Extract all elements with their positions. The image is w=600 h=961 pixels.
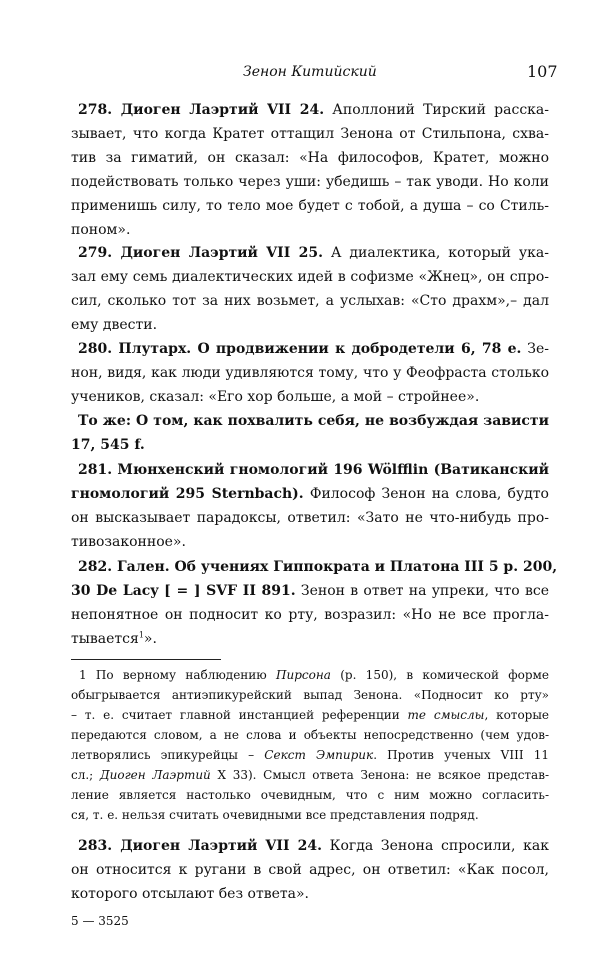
text-line (71, 627, 549, 651)
text-run: Зе- (521, 341, 549, 357)
bold-citation: 279. Диоген Лаэртий VII 25. (78, 245, 323, 261)
text-line (71, 433, 549, 457)
text-run: – т. е. считает главной инстанцией референции (71, 708, 408, 722)
footnote-line (71, 805, 549, 825)
italic-name: те смыслы (407, 708, 485, 722)
text-run: которого отсылают без ответа». (71, 886, 309, 902)
bold-citation: 30 De Lacy [ = ] SVF II 891. (71, 583, 296, 599)
text-run: (р. 150), в комической форме (330, 668, 549, 682)
bold-citation: 280. Плутарх. О продвижении к добродетели 6, 78 е. (78, 341, 522, 357)
running-head: Зенон Китийский (243, 64, 377, 80)
text-run: X 33). Смысл ответа Зенона: не всякое представ- (210, 768, 550, 782)
footnote-line (71, 705, 549, 725)
text-line (71, 409, 549, 433)
footnote-line (71, 785, 549, 805)
text-line (71, 218, 549, 242)
text-run: учеников, сказал: «Его хор больше, а мой – стройнее». (71, 389, 480, 405)
footnote-line (71, 725, 549, 745)
bold-citation: гномологий 295 Sternbach). (71, 486, 304, 502)
text-run: летворялись эпикурейцы – (71, 748, 265, 762)
text-run: ему двести. (71, 317, 158, 333)
entry-282 (71, 555, 558, 651)
text-line (71, 361, 549, 385)
text-line (71, 506, 549, 530)
text-run: Философ Зенон на слова, будто (303, 486, 549, 502)
text-line (71, 579, 549, 603)
footnote-line (71, 765, 549, 785)
bold-citation: То же: О том, как похвалить себя, не возбуждая зависти (78, 413, 549, 429)
text-line (71, 458, 549, 482)
text-run: передаются словом, а не слова и объекты непосредственно (чем удов- (71, 728, 549, 742)
text-run: тив за гиматий, он сказал: «На философов, Кратет, можно (71, 150, 549, 166)
bold-citation: 281. Мюнхенский гномологий 196 Wölfflin (Ватиканский (78, 462, 549, 478)
text-line (71, 98, 549, 122)
text-line (71, 313, 549, 337)
italic-name: Диоген Лаэртий (99, 768, 211, 782)
text-run: тывается (71, 631, 139, 647)
text-run: он высказывает парадоксы, ответил: «Зато не что-нибудь про- (71, 510, 549, 526)
text-line (71, 122, 549, 146)
text-run: Аполлоний Тирский расска- (324, 102, 549, 118)
bold-citation: 282. Гален. Об учениях Гиппократа и Платона III 5 р. 200, (78, 559, 558, 575)
text-line (71, 241, 549, 265)
text-line (71, 337, 549, 361)
italic-name: Секст Эмпирик (264, 748, 374, 762)
text-run: сл.; (71, 768, 100, 782)
text-line (71, 265, 549, 289)
text-line (71, 530, 549, 554)
bold-citation: 283. Диоген Лаэртий VII 24. (78, 838, 322, 854)
text-run: непонятное он подносит ко рту, возразил: «Но не все прогла- (71, 607, 549, 623)
text-line (71, 858, 549, 882)
footnote-line (71, 665, 549, 685)
text-line (71, 170, 549, 194)
text-line (71, 603, 549, 627)
text-line (71, 385, 549, 409)
text-run: он относится к ругани в свой адрес, он ответил: «Как посол, (71, 862, 549, 878)
text-line (71, 194, 549, 218)
footnote-rule (71, 659, 221, 660)
text-run: применишь силу, то тело мое будет с тобой, а душа – со Стиль- (71, 198, 549, 214)
footnote (71, 665, 549, 825)
text-run: Зенон в ответ на упреки, что все (295, 583, 549, 599)
entry-283 (71, 834, 549, 906)
text-run: тивозаконное». (71, 534, 186, 550)
text-run: Когда Зенона спросили, как (321, 838, 549, 854)
text-run: зал ему семь диалектических идей в софизме «Жнец», он спро- (71, 269, 549, 285)
text-line (71, 146, 549, 170)
text-run: обыгрывается антиэпикурейский выпад Зенона. «Подносит ко рту» (71, 688, 549, 702)
footnote-marker: 1 (138, 630, 144, 640)
italic-name: Пирсона (276, 668, 331, 682)
text-run: . Против ученых VIII 11 (373, 748, 549, 762)
text-line (71, 482, 549, 506)
text-run: подействовать только через уши: убедишь – так уводи. Но коли (71, 174, 549, 190)
text-line (71, 289, 549, 313)
entry-281 (71, 458, 549, 554)
text-run: , которые (484, 708, 550, 722)
text-run: сил, сколько тот за них возьмет, а услыхав: «Сто драхм»,– дал (71, 293, 549, 309)
footnote-line (71, 745, 549, 765)
text-line (71, 882, 549, 906)
bold-citation: 278. Диоген Лаэртий VII 24. (78, 102, 325, 118)
text-run: ся, т. е. нельзя считать очевидными все представления подряд. (71, 808, 479, 822)
text-line (71, 834, 549, 858)
text-run: ». (143, 631, 157, 647)
text-line (71, 555, 558, 579)
text-run: поном». (71, 222, 131, 238)
text-run: А диалектика, который ука- (322, 245, 549, 261)
text-run: 1 По верному наблюдению (79, 668, 277, 682)
text-run: нон, видя, как люди удивляются тому, что у Феофраста столько (71, 365, 549, 381)
text-run: ление является настолько очевидным, что с ним можно согласить- (71, 788, 549, 802)
printer-signature: 5 — 3525 (71, 914, 129, 928)
entry-278 (71, 98, 549, 242)
text-run: зывает, что когда Кратет оттащил Зенона от Стильпона, схва- (71, 126, 549, 142)
footnote-line (71, 685, 549, 705)
entry-280 (71, 337, 549, 457)
bold-citation: 17, 545 f. (71, 437, 145, 453)
page-number: 107 (527, 62, 558, 81)
entry-279 (71, 241, 549, 337)
